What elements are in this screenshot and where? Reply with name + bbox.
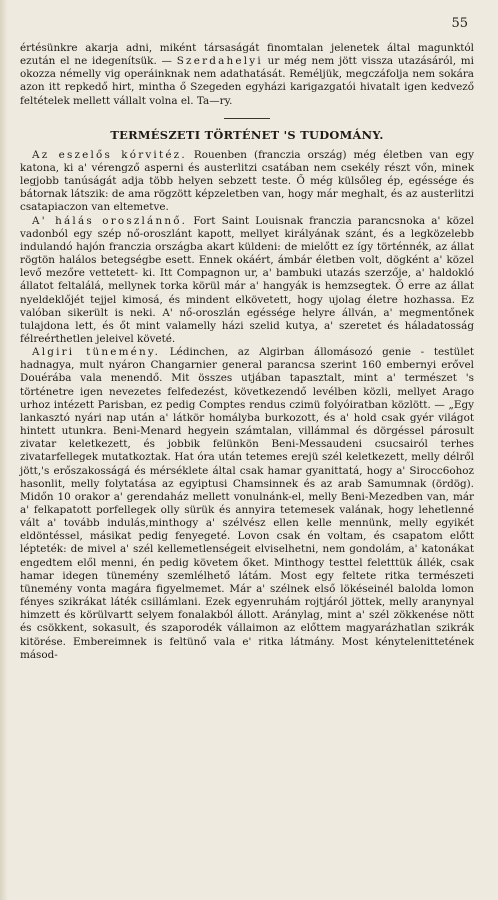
- page-number: 55: [451, 16, 468, 31]
- article-lead-1: Az eszelős kórvitéz.: [32, 148, 187, 161]
- person-name: Szerdahelyi: [176, 55, 263, 68]
- intro-text-after: ur még nem jött vissza utazásáról, mi okozza némelly vig operáinknak nem adathatását. Reméljük, megczáfolja nem sokára azon itt repkedő hirt, mintha ő Szegeden egyházi karigazgatói hivatalt igen kedvező feltételek mellett vállalt volna el. Ta—ry.: [20, 55, 474, 107]
- article-paragraph-3: [20, 346, 474, 662]
- article-lead-3: Algiri tünemény.: [32, 346, 161, 359]
- section-title: TERMÉSZETI TÖRTÉNET 'S TUDOMÁNY.: [110, 127, 384, 142]
- intro-paragraph: [20, 42, 474, 108]
- article-lead-2: A' hálás oroszlánnő.: [32, 214, 188, 227]
- article-text-1: Rouenben (franczia ország) még életben van egy katona, ki a' vérengző asperni és austerlitzi csatában nem csekély részt vőn, minek legjobb tanúságát adja több helyen sebzett teste. Ő még külsőleg ép, egéssége és bátornak látszik: de ama rögzött képzeletben van, hogy már meghalt, és az austerlitzi csatapiaczon van eltemetve.: [20, 148, 474, 214]
- article-text-3: Lédinchen, az Algirban állomásozó genie - testület hadnagya, mult nyáron Changarnier general parancsa szerint 160 embernyi erővel Douérába vala menendő. Mit összes utjában tapasztalt, mint a' természet 's történetre igen nevezetes felfedezést, következendő levélben közli, mellyet Arago urhoz intézett Parisban, ez pedig Comptes rendus czimü folyóiratban közlött. — „Egy lankasztó nyári nap után a' látkör homályba burkozott, és a' hold csak gyér világot hintett utunkra. Beni-Menard hegyein számtalan, villámmal és dörgéssel párosult zivatar keletkezett, és jobbik felünkön Beni-Messaudeni csucsairól terhes zivatarfellegek mutatkoztak. Hat óra után tetemes erejü szél keletkezett, melly délről jött,'s erőszakosságá és mérséklete által csak hamar gyanittatá, hogy a' Sirocc6ohoz hasonlit, melly folytatása az egyiptusi Chamsinnek és az arab Samumnak (ördög). Midőn 10 orakor a' gerendaház mellett vonulnánk-el, melly Beni-Mezedben van, már a' felkapatott porfellegek olly sürük és annyira tetemesek valának, hogy lehetlenné vált a' tovább indulás,minthogy a' szélvész ellen kelle mennünk, melly egyikét eldöntéssel, másikat pedig fenyegeté. Lovon csak én voltam, és csapatom előtt lépteték: de mivel a' szél kellemetlenségeit elviselhetni, nem gondolám, a' katonákat engedtem elől menni, én pedig követem őket. Minthogy testtel feletttük állék, csak hamar idegen tünemény szemlélhető látám. Most egy feltete ritka természeti tünemény vonta magára figyelmemet. Már a' szélnek első lökéseinél balolda lomon fényes szikrákat láték csillámlani. Ezek egyenruhám rojtjáról jöttek, melly aranynyal himzett és körülvartt selyem fonalakból állott. Aránylag, mint a' szél zökkenése nött és csökkent, sokasult, és szaporodék vállaimon az előttem magyarázhatlan szikrák kitörése. Embereimnek is feltünő vala e' ritka látmány. Most kénytelenittetének másod-: [20, 346, 474, 661]
- article-text-2: Fort Saint Louisnak franczia parancsnoka a' közel vadonból egy szép nő-oroszlánt kapott, mellyet királyának szánt, és a legközelebb indulandó hajón franczia országba akart küldeni: de mielőtt ez így történnék, az állat rögtön halálos betegségbe esett. Ennek okáért, ámbár életben volt, dögként a' közel levő mezőre vettetett- ki. Itt Compagnon ur, a' bambuki utazás szerzője, a' haldokló állatot feltalálá, mellynek torka körül már a' hangyák is hemzsegtek. Ő erre az állat nyeldeklőjét tejjel kimosá, és mindent elkövetett, hogy ujolag életre hozhassa. Ez valóban sikerült is neki. A' nő-oroszlán egéssége helyre állván, a' megmentőnek tulajdona lett, és őt mint valamelly házi szelid kutya, a' szeretet és háladatosság félreérthetlen jeleivel követé.: [20, 214, 475, 345]
- article-paragraph-1: [20, 149, 474, 215]
- article-paragraph-2: [20, 215, 474, 347]
- intro-text-before: értésünkre akarja adni, miként társaságát finomtalan jelenetek által magunktól ezután el ne idegenítsük. —: [20, 42, 474, 68]
- section-divider: [224, 118, 270, 119]
